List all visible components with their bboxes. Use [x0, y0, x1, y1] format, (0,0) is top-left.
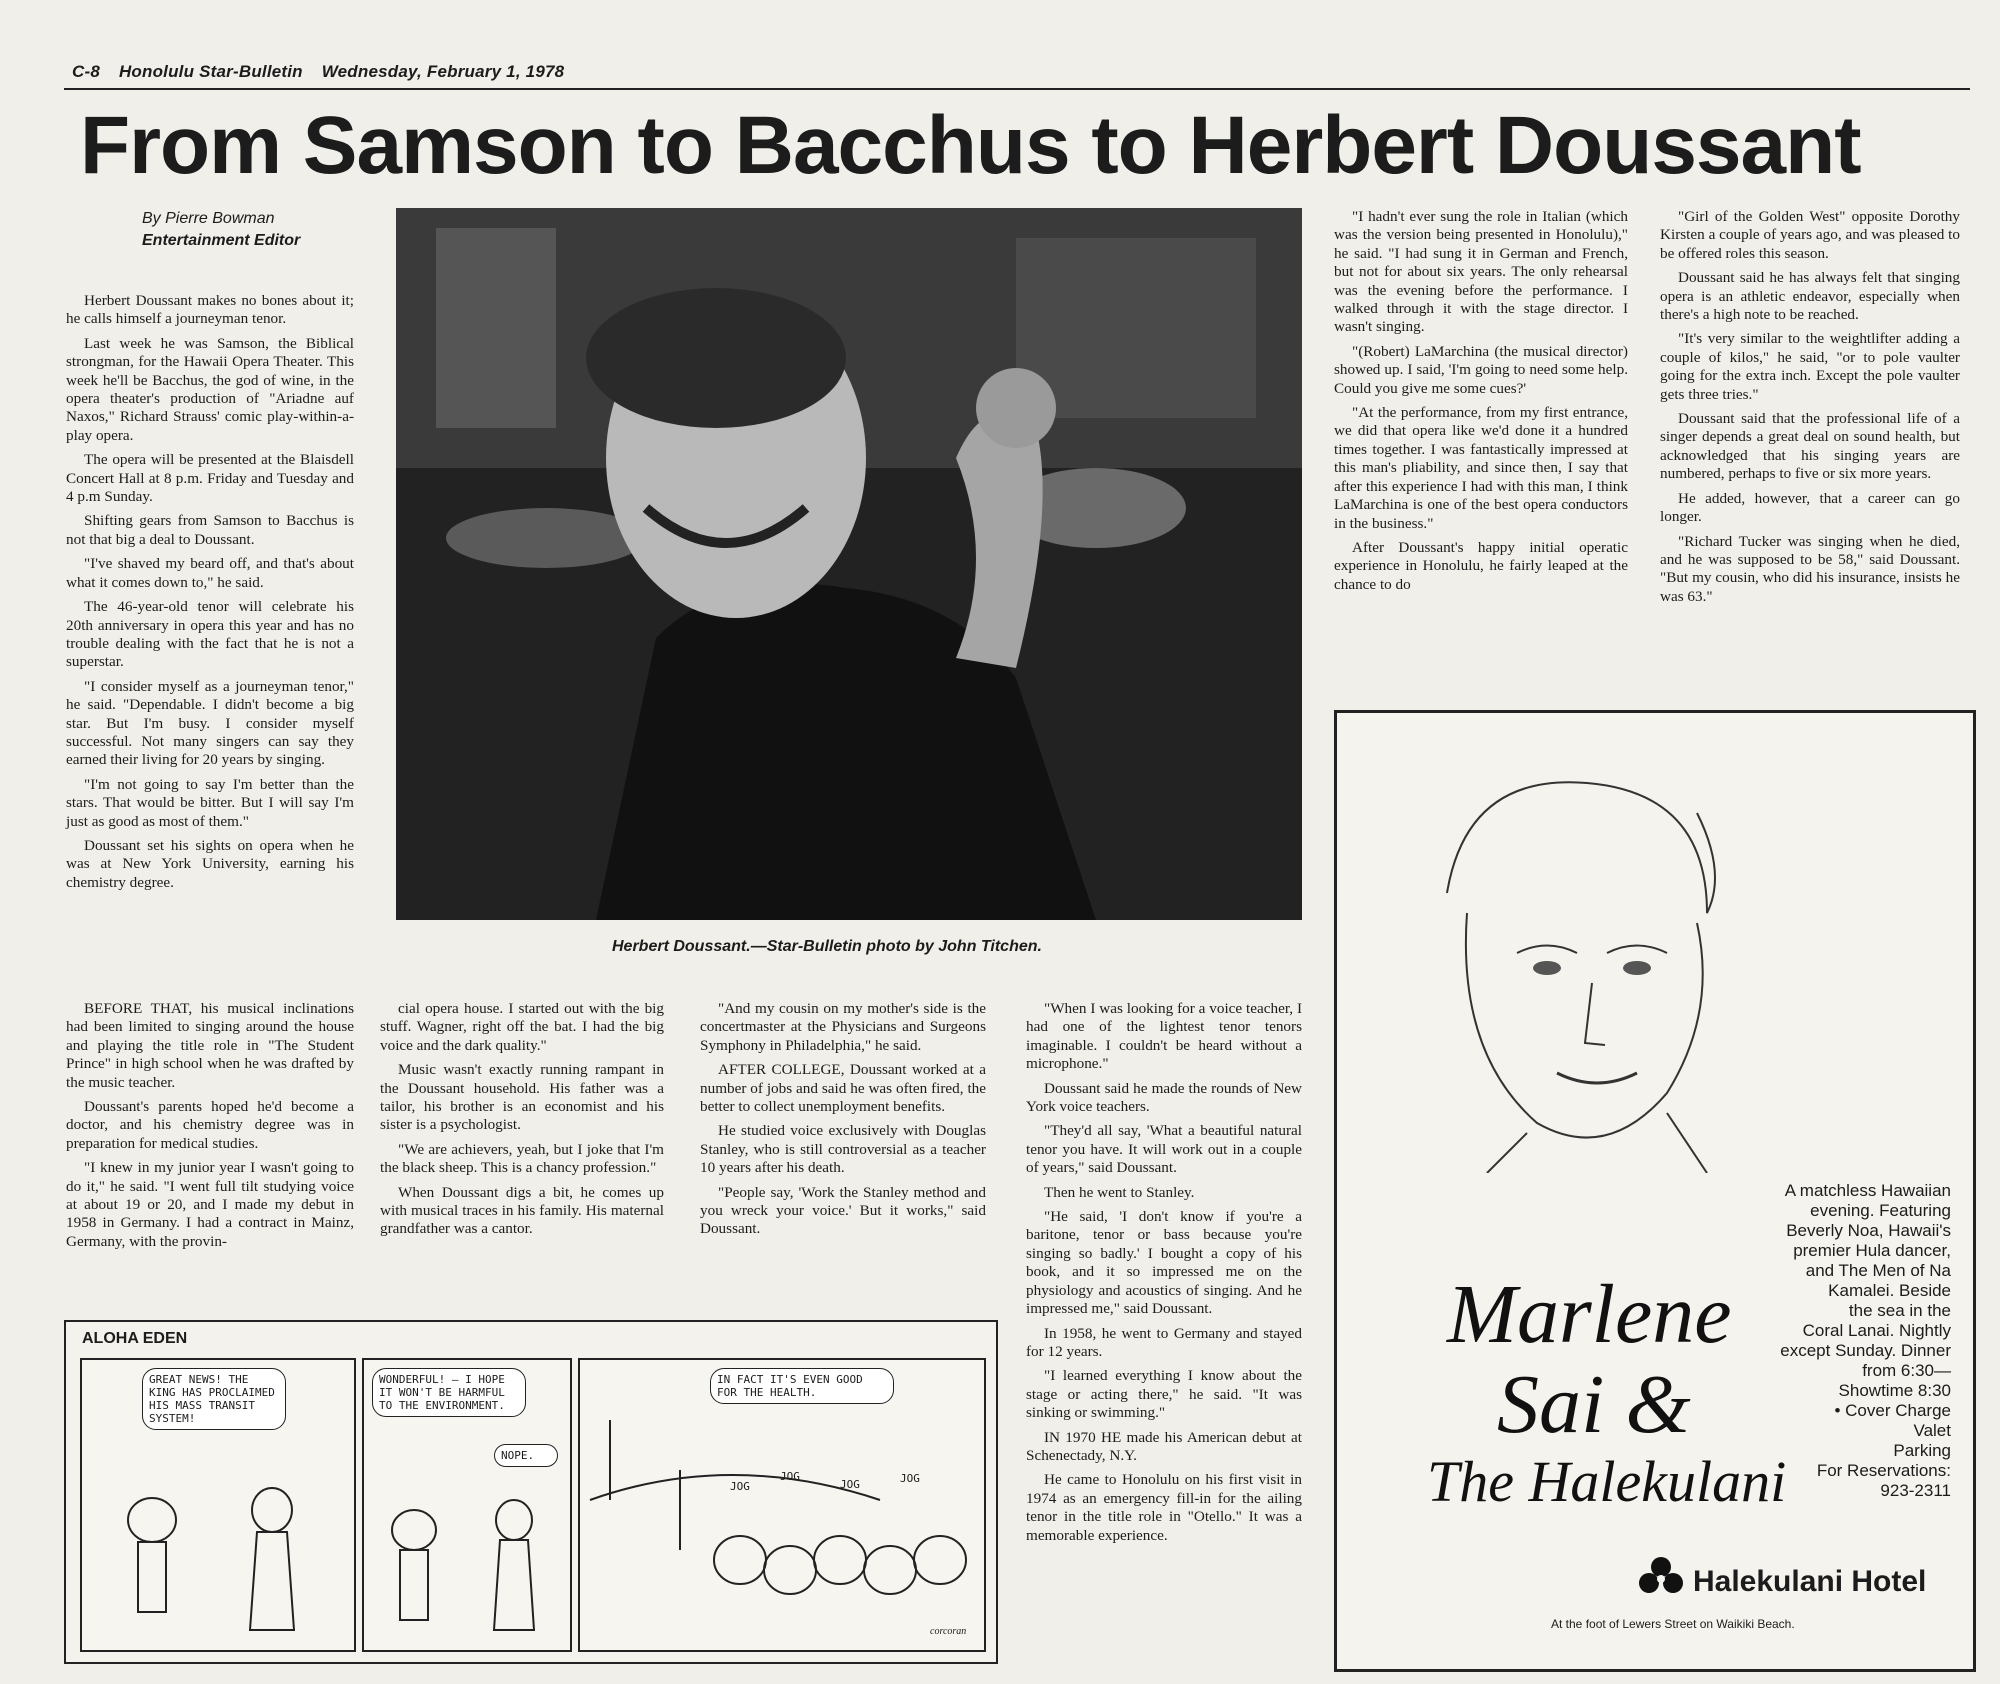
- paragraph: Music wasn't exactly running rampant in the Doussant household. His father was a tailor, his brother is an economist and his sister is a psychologist.: [380, 1061, 664, 1134]
- paragraph: AFTER COLLEGE, Doussant worked at a number of jobs and said he was often fired, the better to collect unemployment benefits.: [700, 1061, 986, 1116]
- paper-name: Honolulu Star-Bulletin: [118, 62, 303, 81]
- photo-herbert-doussant: [396, 208, 1302, 920]
- ad-blurb-line: Parking: [1893, 1441, 1951, 1460]
- paragraph: "I'm not going to say I'm better than the stars. That would be bitter. But I will say I'm just as good as most of them.": [66, 775, 354, 830]
- jog-label-3: JOG: [840, 1478, 860, 1491]
- paragraph: Doussant said he has always felt that singing opera is an athletic endeavor, especially when there's a high note to be reached.: [1660, 269, 1960, 324]
- comic-strip: [64, 1320, 998, 1664]
- comic-figures-3: [580, 1360, 984, 1650]
- headline: From Samson to Bacchus to Herbert Doussant: [80, 100, 1861, 191]
- ad-script-sai: Sai &: [1497, 1358, 1691, 1451]
- paragraph: He added, however, that a career can go longer.: [1660, 489, 1960, 526]
- byline: [142, 208, 300, 252]
- paragraph: Doussant's parents hoped he'd become a doctor, and his chemistry degree was in preparation for medical studies.: [66, 1098, 354, 1152]
- ad-script-marlene: Marlene: [1447, 1268, 1732, 1361]
- comic-panel-1: [80, 1358, 356, 1652]
- comic-figures-1: [82, 1360, 354, 1650]
- article-column-4: [1026, 1000, 1302, 1551]
- comic-panel-2: [362, 1358, 572, 1652]
- ad-blurb-line: evening. Featuring: [1810, 1201, 1951, 1220]
- paragraph: "I consider myself as a journeyman tenor," he said. "Dependable. I didn't become a big star. But I'm busy. I consider myself successful. Not many singers can say they earned their living for 20 years by singing.: [66, 677, 354, 769]
- issue-date: Wednesday, February 1, 1978: [321, 62, 565, 81]
- page-number: C-8: [72, 62, 100, 81]
- photo-caption: Herbert Doussant.—Star-Bulletin photo by John Titchen.: [612, 938, 1042, 955]
- comic-panel-3: [578, 1358, 986, 1652]
- folio-line: [72, 62, 578, 82]
- speech-bubble-3: NOPE.: [494, 1444, 558, 1467]
- paragraph: Doussant said that the professional life of a singer depends a great deal on sound health, but acknowledged that his singing years are numbered, perhaps to five or six more years.: [1660, 410, 1960, 483]
- paragraph: Doussant said he made the rounds of New York voice teachers.: [1026, 1079, 1302, 1116]
- comic-signature: corcoran: [930, 1626, 967, 1637]
- paragraph: "He said, 'I don't know if you're a baritone, tenor or bass because you're singing so badly.' I bought a copy of his book, and it so impressed me on the physiology and acoustics of singing. And he impressed me," said Doussant.: [1026, 1208, 1302, 1318]
- article-column-2: [380, 1000, 664, 1245]
- paragraph: In 1958, he went to Germany and stayed for 12 years.: [1026, 1324, 1302, 1360]
- ad-blurb-line: Valet: [1913, 1421, 1951, 1440]
- paragraph: Last week he was Samson, the Biblical strongman, for the Hawaii Opera Theater. This week he'll be Bacchus, the god of wine, in the opera theater's production of "Ariadne auf Naxos," Richard Strauss' comic play-within-a-play opera.: [66, 334, 354, 444]
- photo-image: [396, 208, 1302, 920]
- paragraph: Doussant set his sights on opera when he was at New York University, earning his chemistry degree.: [66, 836, 354, 891]
- article-column-6: [1660, 208, 1960, 612]
- ad-portrait-drawing: [1407, 753, 1747, 1173]
- speech-bubble-2: WONDERFUL! — I HOPE IT WON'T BE HARMFUL TO THE ENVIRONMENT.: [372, 1368, 526, 1417]
- article-column-1b: [66, 1000, 354, 1257]
- paragraph: BEFORE THAT, his musical inclinations had been limited to singing around the house and playing the title role in "The Student Prince" in high school when he was drafted by the music teacher.: [66, 1000, 354, 1091]
- flower-logo-icon: [1637, 1553, 1685, 1605]
- ad-blurb-line: For Reservations:: [1816, 1461, 1951, 1480]
- paragraph: "They'd all say, 'What a beautiful natural tenor you have. It will work out in a couple of years," said Doussant.: [1026, 1122, 1302, 1177]
- comic-figures-2: [364, 1360, 570, 1650]
- paragraph: After Doussant's happy initial operatic experience in Honolulu, he fairly leaped at the chance to do: [1334, 538, 1628, 593]
- paragraph: The opera will be presented at the Blaisdell Concert Hall at 8 p.m. Friday and Tuesday and 4 p.m Sunday.: [66, 451, 354, 506]
- ad-script-halekulani: The Halekulani: [1427, 1449, 1787, 1514]
- paragraph: "(Robert) LaMarchina (the musical director) showed up. I said, 'I'm going to need some help. Could you give me some cues?': [1334, 342, 1628, 397]
- paragraph: "We are achievers, yeah, but I joke that I'm the black sheep. This is a chancy profession.": [380, 1140, 664, 1177]
- ad-blurb-line: Coral Lanai. Nightly: [1802, 1321, 1951, 1340]
- jog-label-2: JOG: [780, 1470, 800, 1483]
- paragraph: "I hadn't ever sung the role in Italian (which was the version being presented in Honolulu)," he said. "I had sung it in German and French, but not for about six years. The only rehearsal was the evening before the performance. I walked through it with the stage director. I wasn't singing.: [1334, 208, 1628, 336]
- article-column-3: [700, 1000, 986, 1245]
- ad-blurb-line: Beverly Noa, Hawaii's: [1786, 1221, 1951, 1240]
- ad-blurb-line: Kamalei. Beside: [1828, 1281, 1951, 1300]
- ad-blurb-line: except Sunday. Dinner: [1780, 1341, 1951, 1360]
- paragraph: He studied voice exclusively with Douglas Stanley, who is still controversial as a teacher 10 years after his death.: [700, 1122, 986, 1177]
- ad-blurb-line: • Cover Charge: [1834, 1401, 1951, 1420]
- paragraph: "Richard Tucker was singing when he died, and he was supposed to be 58," said Doussant. "But my cousin, who did his insurance, insists he was 63.": [1660, 532, 1960, 605]
- paragraph: When Doussant digs a bit, he comes up with musical traces in his family. His maternal grandfather was a cantor.: [380, 1183, 664, 1238]
- paragraph: "I knew in my junior year I wasn't going to do it," he said. "I went full tilt studying voice at about 19 or 20, and I made my debut in 1958 in Germany. I had a contract in Mainz, Germany, with the provin-: [66, 1159, 354, 1250]
- paragraph: "Girl of the Golden West" opposite Dorothy Kirsten a couple of years ago, and was pleased to be offered roles this season.: [1660, 208, 1960, 262]
- jog-label-4: JOG: [900, 1472, 920, 1485]
- ad-hotel-name: Halekulani Hotel: [1693, 1565, 1927, 1598]
- paragraph: cial opera house. I started out with the big stuff. Wagner, right off the bat. I had the big voice and the dark quality.": [380, 1000, 664, 1054]
- ad-blurb-line: A matchless Hawaiian: [1784, 1181, 1951, 1200]
- paragraph: "People say, 'Work the Stanley method and you wreck your voice.' But it works," said Doussant.: [700, 1183, 986, 1238]
- ad-blurb-line: Showtime 8:30: [1838, 1381, 1951, 1400]
- paragraph: "It's very similar to the weightlifter adding a couple of kilos," he said, "or to pole vaulter going for the extra inch. Except the pole vaulter gets three tries.": [1660, 330, 1960, 403]
- ad-tagline: At the foot of Lewers Street on Waikiki Beach.: [1551, 1617, 1795, 1631]
- paragraph: Shifting gears from Samson to Bacchus is not that big a deal to Doussant.: [66, 512, 354, 548]
- byline-title: Entertainment Editor: [142, 232, 301, 249]
- paragraph: "I learned everything I know about the stage or acting there," he said. "It was sinking or swimming.": [1026, 1367, 1302, 1422]
- ad-blurb-line: premier Hula dancer,: [1793, 1241, 1951, 1260]
- paragraph: The 46-year-old tenor will celebrate his 20th anniversary in opera this year and has no trouble dealing with the fact that he is not a superstar.: [66, 598, 354, 671]
- ad-blurb-line: 923-2311: [1880, 1481, 1951, 1500]
- speech-bubble-4: IN FACT IT'S EVEN GOOD FOR THE HEALTH.: [710, 1368, 894, 1404]
- paragraph: "At the performance, from my first entrance, we did that opera like we'd done it a hundred times together. I was fantastically impressed at this man's pliability, and since then, I say that after this experience I had with this man, I think LaMarchina is one of the best opera conductors in the business.": [1334, 404, 1628, 532]
- paragraph: "When I was looking for a voice teacher, I had one of the lightest tenor tenors imaginable. I couldn't be heard without a microphone.": [1026, 1000, 1302, 1073]
- article-column-5: [1334, 208, 1628, 600]
- jog-label-1: JOG: [730, 1480, 750, 1493]
- ad-blurb-line: from 6:30—: [1862, 1361, 1951, 1380]
- ad-blurb-line: and The Men of Na: [1805, 1261, 1951, 1280]
- paragraph: "And my cousin on my mother's side is the concertmaster at the Physicians and Surgeons Symphony in Philadelphia," he said.: [700, 1000, 986, 1054]
- ad-blurb-line: the sea in the: [1848, 1301, 1951, 1320]
- comic-title: ALOHA EDEN: [82, 1330, 188, 1347]
- article-column-1: [66, 292, 354, 898]
- paragraph: IN 1970 HE made his American debut at Schenectady, N.Y.: [1026, 1428, 1302, 1464]
- paragraph: Then he went to Stanley.: [1044, 1183, 1195, 1201]
- paragraph: "I've shaved my beard off, and that's about what it comes down to," he said.: [66, 555, 354, 591]
- folio-rule: [64, 88, 1970, 90]
- paragraph: He came to Honolulu on his first visit in 1974 as an emergency fill-in for the ailing tenor in the title role in "Otello." It was a memorable experience.: [1026, 1471, 1302, 1544]
- halekulani-advertisement: [1334, 710, 1976, 1672]
- speech-bubble-1: GREAT NEWS! THE KING HAS PROCLAIMED HIS MASS TRANSIT SYSTEM!: [142, 1368, 286, 1430]
- byline-author: By Pierre Bowman: [142, 210, 275, 227]
- paragraph: Herbert Doussant makes no bones about it; he calls himself a journeyman tenor.: [66, 292, 354, 328]
